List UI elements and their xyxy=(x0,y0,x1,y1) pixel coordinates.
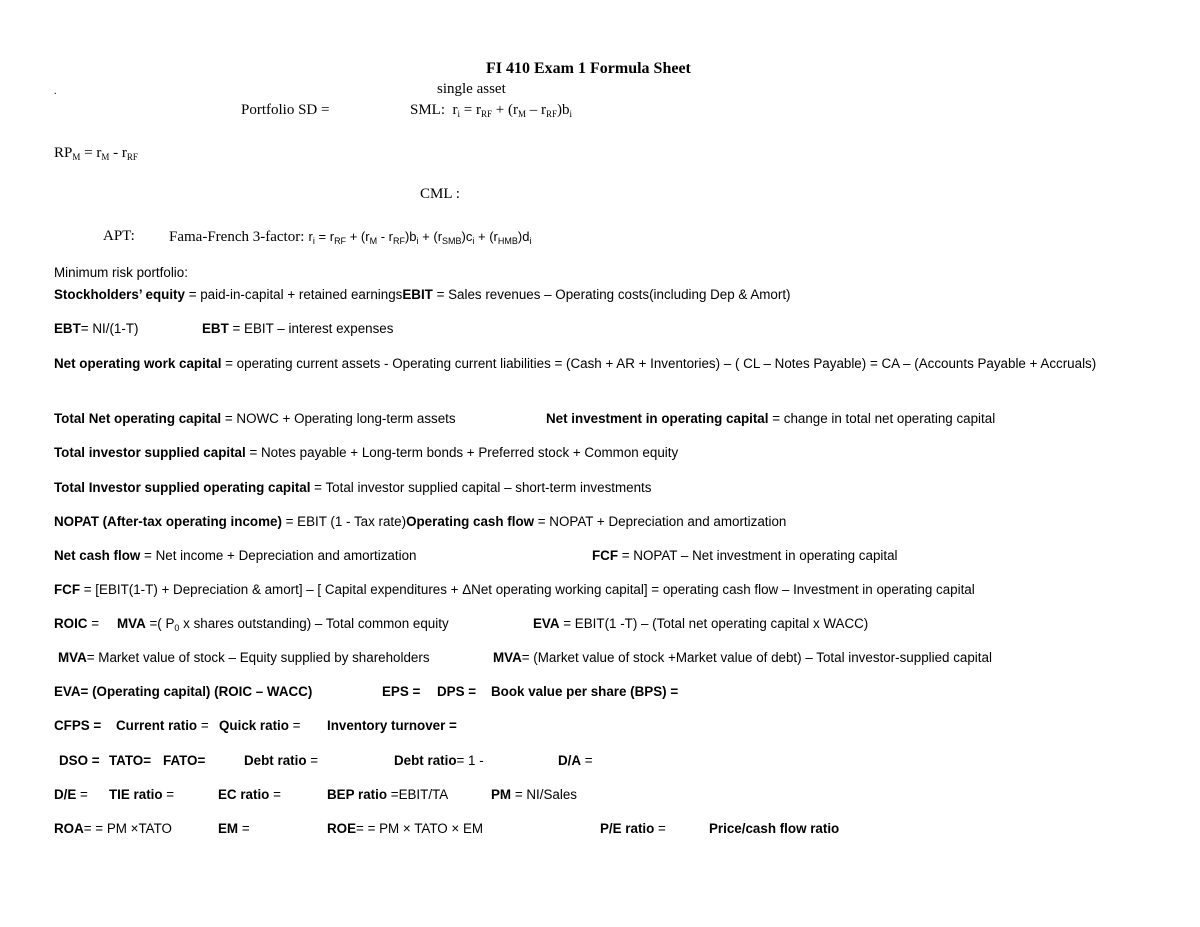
equity-multiplier-formula: EM = xyxy=(218,821,250,836)
total-investor-supplied-operating-capital: Total Investor supplied operating capital = Total investor supplied capital – short-term investments xyxy=(54,480,652,495)
debt-to-assets-formula: D/A = xyxy=(558,753,593,768)
single-asset-label: single asset xyxy=(437,81,506,97)
quick-ratio-formula: Quick ratio = xyxy=(219,718,301,733)
tie-ratio-formula: TIE ratio = xyxy=(109,787,175,802)
minimum-risk-portfolio: Minimum risk portfolio: xyxy=(54,265,188,280)
sml-formula: SML: $r_i = r_{RF} + (r_M - r_{RF})b_i$ xyxy=(410,102,573,119)
pe-ratio-formula: P/E ratio = xyxy=(600,821,666,836)
mva-stock-formula: MVA= Market value of stock – Equity supplied by shareholders xyxy=(58,650,430,665)
debt-ratio-alt-formula: Debt ratio= 1 - xyxy=(394,753,484,768)
nopat-line: NOPAT (After-tax operating income) = EBIT (1 - Tax rate)Operating cash flow = NOPAT + Depreciation and amortization xyxy=(54,514,787,529)
dso-formula: DSO = xyxy=(59,753,100,768)
roa-formula: ROA= = PM ×TATO xyxy=(54,821,172,836)
eva-formula: EVA = EBIT(1 -T) – (Total net operating capital x WACC) xyxy=(533,616,869,631)
bep-ratio-formula: BEP ratio =EBIT/TA xyxy=(327,787,449,802)
debt-ratio-formula: Debt ratio = xyxy=(244,753,319,768)
fcf-nopat-formula: FCF = NOPAT – Net investment in operating capital xyxy=(592,548,898,563)
profit-margin-formula: PM = NI/Sales xyxy=(491,787,577,802)
roe-formula: ROE= = PM × TATO × EM xyxy=(327,821,484,836)
stockholders-equity-line: Stockholders’ equity = paid-in-capital + retained earningsEBIT = Sales revenues – Operating costs(including Dep & Amort) xyxy=(54,287,791,302)
tato-formula: TATO= xyxy=(109,753,152,768)
net-investment-operating-capital: Net investment in operating capital = change in total net operating capital xyxy=(546,411,996,426)
mva-equity-formula: MVA =( $P_0$ x shares outstanding) – Total common equity xyxy=(117,616,449,633)
net-cash-flow-formula: Net cash flow = Net income + Depreciation and amortization xyxy=(54,548,417,563)
book-value-per-share: Book value per share (BPS) = xyxy=(491,684,679,699)
eps-formula: EPS = xyxy=(382,684,421,699)
total-investor-supplied-capital: Total investor supplied capital = Notes payable + Long-term bonds + Preferred stock + Common equity xyxy=(54,445,679,460)
fama-french-formula: Fama-French 3-factor: $r_i = r_{RF} + (r_M - r_{RF})b_i + (r_{SMB})c_i + (r_{HMB})d_i$ xyxy=(169,229,532,246)
ebt-ni-formula: EBT= NI/(1-T) xyxy=(54,321,139,336)
inventory-turnover-formula: Inventory turnover = xyxy=(327,718,457,733)
portfolio-sd-label: Portfolio SD = xyxy=(241,102,330,118)
page-title: FI 410 Exam 1 Formula Sheet xyxy=(486,60,691,77)
roic-formula: ROIC = xyxy=(54,616,100,631)
debt-to-equity-formula: D/E = xyxy=(54,787,88,802)
fato-formula: FATO= xyxy=(163,753,206,768)
mva-investor-formula: MVA= (Market value of stock +Market value of debt) – Total investor-supplied capital xyxy=(493,650,992,665)
dot-marker: . xyxy=(54,86,57,97)
total-net-operating-capital: Total Net operating capital = NOWC + Operating long-term assets xyxy=(54,411,456,426)
ebt-ebit-formula: EBT = EBIT – interest expenses xyxy=(202,321,394,336)
dps-formula: DPS = xyxy=(437,684,477,699)
cfps-formula: CFPS = xyxy=(54,718,102,733)
sml-label: SML: xyxy=(410,102,446,118)
apt-label: APT: xyxy=(103,228,135,244)
ec-ratio-formula: EC ratio = xyxy=(218,787,281,802)
nowc-formula: Net operating work capital = operating current assets - Operating current liabilities = (Cash + AR + Inventories) – ( CL – Notes Payable) = CA – (Accounts Payable + Accruals) xyxy=(54,356,1097,371)
cml-label: CML : xyxy=(420,186,460,202)
fcf-ebit-formula: FCF = [EBIT(1-T) + Depreciation & amort] – [ Capital expenditures + ΔNet operating working capital] = operating cash flow – Investment in operating capital xyxy=(54,582,975,597)
eva-roic-formula: EVA= (Operating capital) (ROIC – WACC) xyxy=(54,684,313,699)
current-ratio-formula: Current ratio = xyxy=(116,718,209,733)
price-cash-flow-ratio: Price/cash flow ratio xyxy=(709,821,840,836)
market-risk-premium-formula: $RP_M = r_M - r_{RF}$ xyxy=(54,145,138,162)
